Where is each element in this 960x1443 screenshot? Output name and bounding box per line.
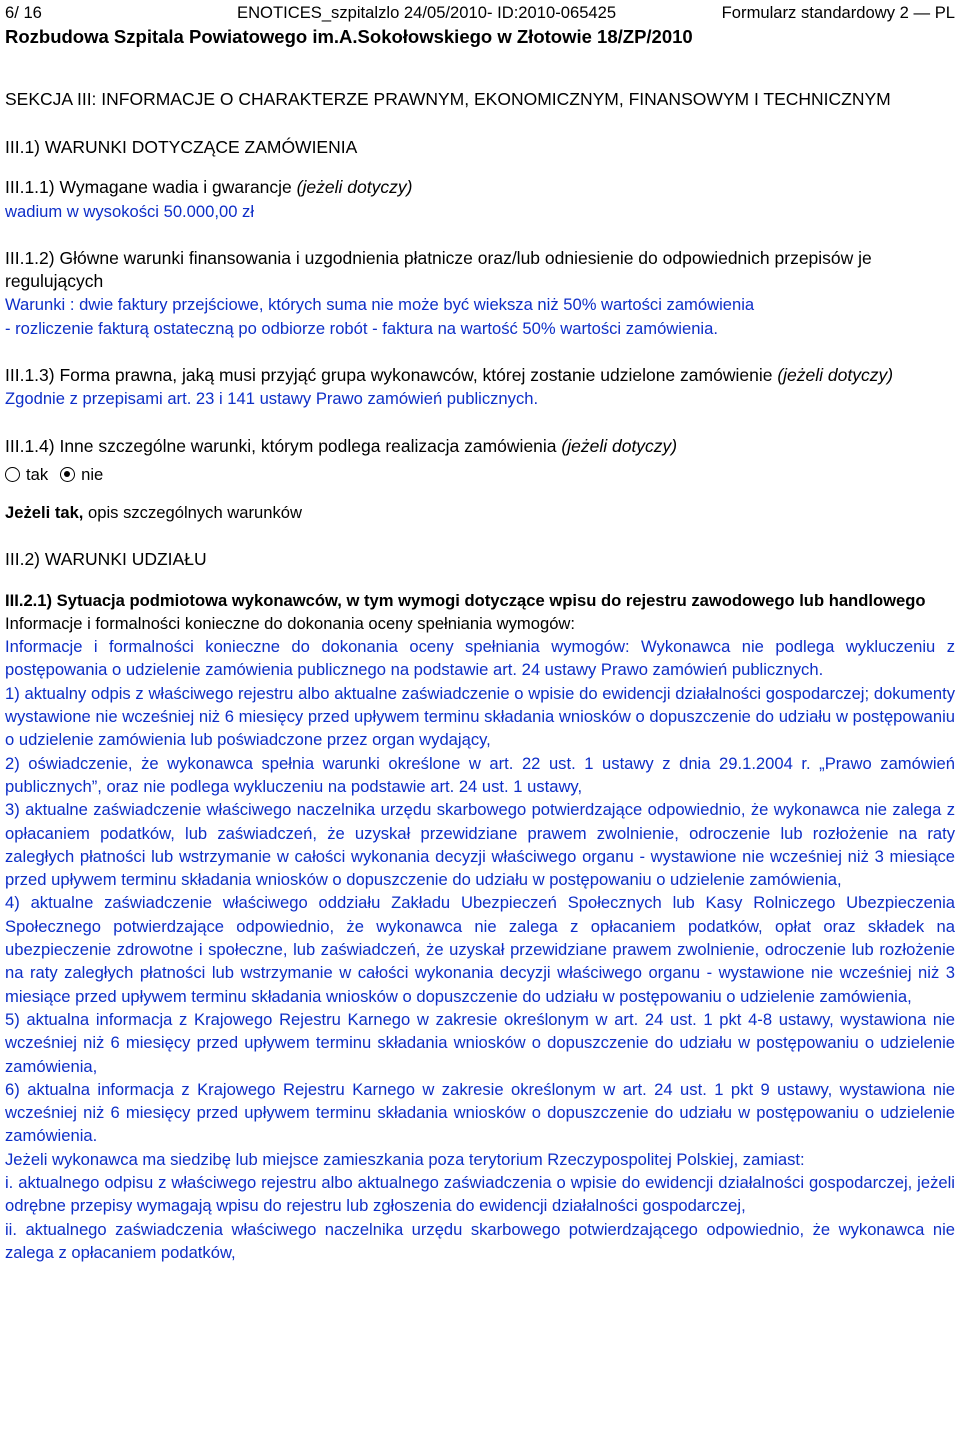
radio-label: nie bbox=[81, 465, 104, 485]
requirement-paragraph: Informacje i formalności konieczne do dokonania oceny spełniania wymogów: Wykonawca nie podlega wykluczeniu z postępowania o udzielenie zamówienia publicznego na podstawie art. 24 ustawy Prawo zamówień publicznych. bbox=[5, 637, 955, 680]
details-label-bold: Jeżeli tak, bbox=[5, 502, 84, 522]
field-label: III.1.3) Forma prawna, jaką musi przyjąć grupa wykonawców, której zostanie udzielone zamówienie bbox=[5, 365, 773, 386]
page-number: 6/ 16 bbox=[5, 3, 42, 22]
requirement-paragraph: 3) aktualne zaświadczenie właściwego naczelnika urzędu skarbowego potwierdzające odpowiednio, że wykonawca nie zalega z opłacaniem podatków, lub zaświadczeń, że uzyskał przewidziane prawem zwolnienie, odroczenie lub rozłożenie na raty zaległych płatności lub wstrzymanie w całości wykonania decyzji właściwego organu - wystawione nie wcześniej niż 3 miesiące przed upływem terminu składania wniosków o dopuszczenie do udziału w postępowaniu o udzielenie zamówienia, bbox=[5, 800, 955, 890]
field-note: (jeżeli dotyczy) bbox=[561, 435, 678, 456]
field-III-1-4 bbox=[5, 435, 955, 458]
field-note: (jeżeli dotyczy) bbox=[777, 365, 894, 386]
field-label-III-1-2: III.1.2) Główne warunki finansowania i uzgodnienia płatnicze oraz/lub odniesienie do odpowiednich przepisów je regulujących bbox=[5, 247, 872, 292]
requirement-paragraph: ii. aktualnego zaświadczenia właściwego naczelnika urzędu skarbowego potwierdzającego odpowiednio, że wykonawca nie zalega z opłacaniem podatków, bbox=[5, 1219, 955, 1262]
field-label: III.1.1) Wymagane wadia i gwarancje bbox=[5, 177, 292, 198]
field-value-legal-form: Zgodnie z przepisami art. 23 i 141 ustawy Prawo zamówień publicznych. bbox=[5, 389, 539, 409]
requirement-paragraph: 2) oświadczenie, że wykonawca spełnia warunki określone w art. 22 ust. 1 ustawy z dnia 29.1.2004 r. „Prawo zamówień publicznych”, oraz nie podlega wykluczeniu na podstawie art. 24 ust. 1 ustawy, bbox=[5, 753, 955, 796]
requirements-intro: Informacje i formalności konieczne do dokonania oceny spełniania wymogów: bbox=[5, 613, 576, 633]
requirements-text bbox=[5, 635, 955, 1264]
requirement-paragraph: 4) aktualne zaświadczenie właściwego oddziału Zakładu Ubezpieczeń Społecznych lub Kasy Rolniczego Ubezpieczenia Społecznego potwierdzające odpowiednio, że wykonawca nie zalega z opłacaniem podatków, opłat oraz składek na ubezpieczenie zdrowotne i społeczne, lub zaświadczeń, że uzyskał przewidziane prawem zwolnienie, odroczenie lub rozłożenie na raty zaległych płatności lub wstrzymanie w całości wykonania decyzji właściwego organu - wystawione nie wcześniej niż 3 miesiące przed upływem terminu składania wniosków o dopuszczenie do udziału w postępowaniu o udzielenie zamówienia, bbox=[5, 893, 955, 1006]
radio-unchecked-icon[interactable] bbox=[5, 467, 20, 482]
field-note: (jeżeli dotyczy) bbox=[296, 177, 413, 198]
requirement-paragraph: 1) aktualny odpis z właściwego rejestru albo aktualne zaświadczenie o wpisie do ewidencji działalności gospodarczej; dokumenty wystawione nie wcześniej niż 6 miesięcy przed upływem terminu składania wniosków o dopuszczenie do udziału w postępowaniu o udzielenie zamówienia lub poświadczone przez organ wydający, bbox=[5, 683, 955, 750]
radio-label: tak bbox=[26, 465, 49, 485]
requirement-paragraph: i. aktualnego odpisu z właściwego rejestru albo aktualnego zaświadczenia o wpisie do ewidencji działalności gospodarczej, jeżeli odrębne przepisy wymagają wpisu do rejestru lub zgłoszenia do ewidencji działalności gospodarczej, bbox=[5, 1172, 955, 1216]
subsection-heading-III-2: III.2) WARUNKI UDZIAŁU bbox=[5, 549, 207, 570]
form-label: Formularz standardowy 2 — PL bbox=[721, 3, 955, 22]
requirement-paragraph: Jeżeli wykonawca ma siedzibę lub miejsce zamieszkania poza terytorium Rzeczypospolitej Polskiej, zamiast: bbox=[5, 1149, 805, 1169]
financing-line: Warunki : dwie faktury przejściowe, których suma nie może być wieksza niż 50% wartości zamówienia bbox=[5, 295, 755, 315]
special-conditions-details bbox=[5, 501, 955, 524]
field-label-III-2-1: III.2.1) Sytuacja podmiotowa wykonawców, w tym wymogi dotyczące wpisu do rejestru zawodowego lub handlowego bbox=[5, 590, 926, 610]
document-title: Rozbudowa Szpitala Powiatowego im.A.Sokołowskiego w Złotowie 18/ZP/2010 bbox=[5, 26, 693, 47]
section-heading: SEKCJA III: INFORMACJE O CHARAKTERZE PRAWNYM, EKONOMICZNYM, FINANSOWYM I TECHNICZNYM bbox=[5, 89, 891, 109]
radio-option-yes[interactable] bbox=[5, 463, 48, 486]
subsection-heading-III-1: III.1) WARUNKI DOTYCZĄCE ZAMÓWIENIA bbox=[5, 137, 358, 157]
requirement-paragraph: 5) aktualna informacja z Krajowego Rejestru Karnego w zakresie określonym w art. 24 ust. 1 pkt 4-8 ustawy, wystawiona nie wcześniej niż 6 miesięcy przed upływem terminu składania wniosków o dopuszczenie do udziału w postępowaniu o udzielenie zamówienia, bbox=[5, 1009, 955, 1076]
field-III-1-1 bbox=[5, 176, 955, 199]
radio-option-no[interactable] bbox=[60, 463, 103, 486]
radio-checked-icon[interactable] bbox=[60, 467, 75, 482]
field-value-deposit: wadium w wysokości 50.000,00 zł bbox=[5, 201, 255, 221]
page-header bbox=[5, 0, 955, 23]
details-label-rest: opis szczególnych warunków bbox=[83, 502, 303, 522]
field-label: III.1.4) Inne szczególne warunki, którym podlega realizacja zamówienia bbox=[5, 435, 557, 456]
financing-line: - rozliczenie fakturą ostateczną po odbiorze robót - faktura na wartość 50% wartości zamówienia. bbox=[5, 318, 718, 338]
notice-reference: ENOTICES_szpitalzlo 24/05/2010- ID:2010-065425 bbox=[237, 3, 617, 22]
requirement-paragraph: 6) aktualna informacja z Krajowego Rejestru Karnego w zakresie określonym w art. 24 ust. 1 pkt 9 ustawy, wystawiona nie wcześniej niż 6 miesięcy przed upływem terminu składania wniosków o dopuszczenie do udziału w postępowaniu o udzielenie zamówienia. bbox=[5, 1079, 955, 1146]
field-value-financing bbox=[5, 293, 955, 340]
field-III-1-3 bbox=[5, 364, 955, 387]
special-conditions-radio-group bbox=[5, 462, 955, 488]
